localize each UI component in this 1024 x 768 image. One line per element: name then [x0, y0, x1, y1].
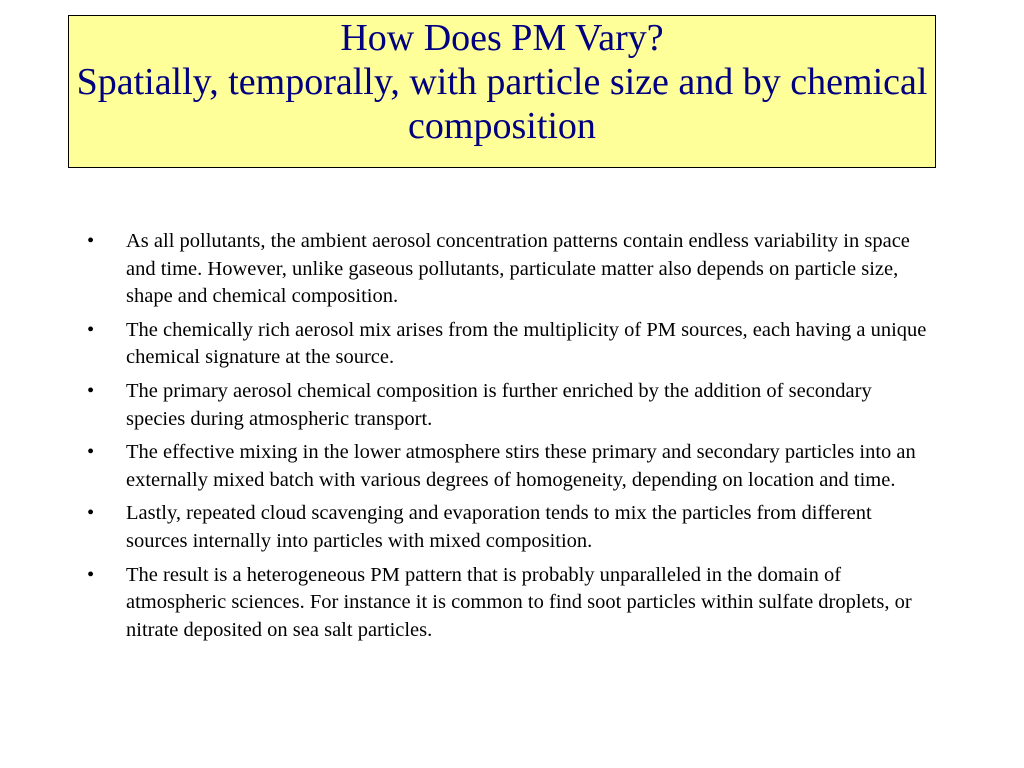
bullet-text: The chemically rich aerosol mix arises from the multiplicity of PM sources, each having a unique chemical signature at the source. [126, 318, 927, 369]
bullet-dot-icon: • [87, 230, 95, 252]
slide-title: How Does PM Vary? [340, 17, 664, 59]
bullet-item [87, 500, 927, 555]
bullet-text: The effective mixing in the lower atmosphere stirs these primary and secondary particles into an externally mixed batch with various degrees of homogeneity, depending on location and time. [126, 441, 916, 491]
bullet-item [87, 228, 927, 311]
slide-subtitle: Spatially, temporally, with particle size and by chemical composition [76, 61, 928, 147]
bullet-text: As all pollutants, the ambient aerosol concentration patterns contain endless variability in space and time. However, unlike gaseous pollutants, particulate matter also depends on particle size, shape and chemical composition. [126, 230, 910, 308]
bullet-item [87, 562, 927, 645]
bullet-dot-icon: • [87, 441, 95, 464]
title-box [68, 15, 936, 168]
bullet-list [87, 228, 927, 650]
bullet-dot-icon: • [87, 318, 95, 341]
bullet-dot-icon: • [87, 379, 95, 402]
bullet-item [87, 378, 927, 433]
bullet-dot-icon: • [87, 502, 95, 525]
bullet-item [87, 317, 927, 372]
bullet-text: The result is a heterogeneous PM pattern that is probably unparalleled in the domain of atmospheric sciences. For instance it is common to find soot particles within sulfate droplets, or nitrate deposited on sea salt particles. [126, 563, 912, 641]
bullet-text: Lastly, repeated cloud scavenging and evaporation tends to mix the particles from different sources internally into particles with mixed composition. [126, 502, 872, 552]
bullet-dot-icon: • [87, 563, 95, 586]
bullet-item [87, 439, 927, 494]
bullet-text: The primary aerosol chemical composition is further enriched by the addition of secondary species during atmospheric transport. [126, 379, 872, 430]
